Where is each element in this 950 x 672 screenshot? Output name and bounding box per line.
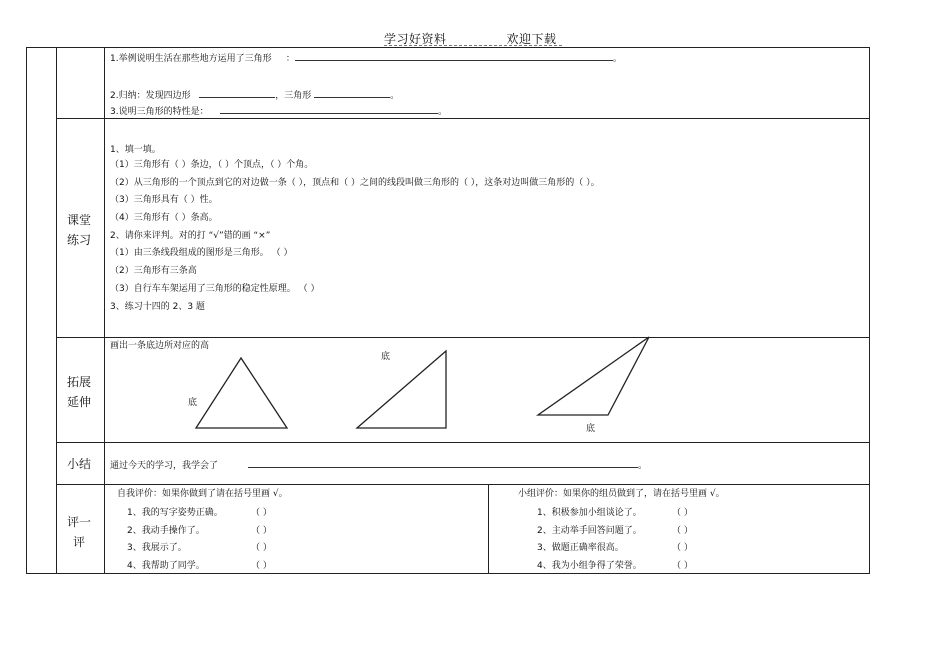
group-eval-bracket[interactable]: （ ） <box>672 508 693 518</box>
self-eval-bracket[interactable]: （ ） <box>251 508 272 518</box>
practice-line: （2）三角形有三条高 <box>110 266 197 276</box>
self-eval-bracket[interactable]: （ ） <box>251 526 272 536</box>
self-eval-item: 1、我的写字姿势正确。 <box>127 508 223 518</box>
group-eval-bracket[interactable]: （ ） <box>672 526 693 536</box>
triangle-3-base-label: 底 <box>586 424 596 434</box>
row-label-practice: 课堂 练习 <box>66 213 91 247</box>
intro-question-2: 2.归纳：发现四边形 ，三角形 。 <box>110 91 400 101</box>
triangle-1-base-label: 底 <box>188 398 198 408</box>
self-eval-bracket[interactable]: （ ） <box>251 561 272 571</box>
self-eval-item: 4、我帮助了同学。 <box>127 561 205 571</box>
row-label-summary: 小结 <box>66 457 91 471</box>
practice-line: （2）从三角形的一个顶点到它的对边做一条（ ），顶点和（ ）之间的线段叫做三角形的（ ），这条对边叫做三角形的（ ）。 <box>110 178 600 188</box>
group-eval-title: 小组评价：如果你的组员做到了，请在括号里画 √。 <box>518 489 725 499</box>
practice-line: （3）自行车车架运用了三角形的稳定性原理。 （ ） <box>110 284 320 294</box>
summary-line: 通过今天的学习，我学会了 。 <box>110 461 648 471</box>
practice-line: （1）三角形有（ ）条边，（ ）个顶点，（ ）个角。 <box>110 160 314 170</box>
answer-blank[interactable] <box>248 459 638 468</box>
practice-line: 1、填一填。 <box>110 145 161 155</box>
practice-line: 3、练习十四的 2、3 题 <box>110 302 205 312</box>
triangle-2-base-label: 底 <box>381 352 391 362</box>
group-eval-item: 1、积极参加小组谈论了。 <box>537 508 642 518</box>
header-right: 欢迎下载 <box>506 32 557 46</box>
row-label-evaluate: 评一 评 <box>66 515 91 549</box>
group-eval-item: 3、做题正确率很高。 <box>537 543 624 553</box>
row-label-extension: 拓展 延伸 <box>66 375 91 409</box>
extension-instruction: 画出一条底边所对应的高 <box>110 341 210 351</box>
self-eval-item: 2、我动手操作了。 <box>127 526 205 536</box>
practice-line: （3）三角形具有（ ）性。 <box>110 195 218 205</box>
practice-line: （4）三角形有（ ）条高。 <box>110 213 218 223</box>
intro-question-1: 1.举例说明生活在那些地方运用了三角形 ： 。 <box>110 54 622 64</box>
self-eval-item: 3、我展示了。 <box>127 543 187 553</box>
group-eval-bracket[interactable]: （ ） <box>672 543 693 553</box>
triangle-acute <box>196 358 287 428</box>
practice-line: 2、请你来评判。对的打 “√”错的画 “×” <box>110 231 271 241</box>
self-eval-bracket[interactable]: （ ） <box>251 543 272 553</box>
header-left: 学习好资料 <box>384 32 447 46</box>
group-eval-bracket[interactable]: （ ） <box>672 561 693 571</box>
self-eval-title: 自我评价：如果你做到了请在括号里画 √。 <box>117 489 288 499</box>
intro-question-3: 3.说明三角形的特性是： 。 <box>110 107 448 117</box>
triangle-obtuse <box>538 337 649 415</box>
practice-line: （1）由三条线段组成的图形是三角形。 （ ） <box>110 248 293 258</box>
group-eval-item: 4、我为小组争得了荣誉。 <box>537 561 642 571</box>
group-eval-item: 2、主动举手回答问题了。 <box>537 526 642 536</box>
triangle-right <box>357 351 446 428</box>
